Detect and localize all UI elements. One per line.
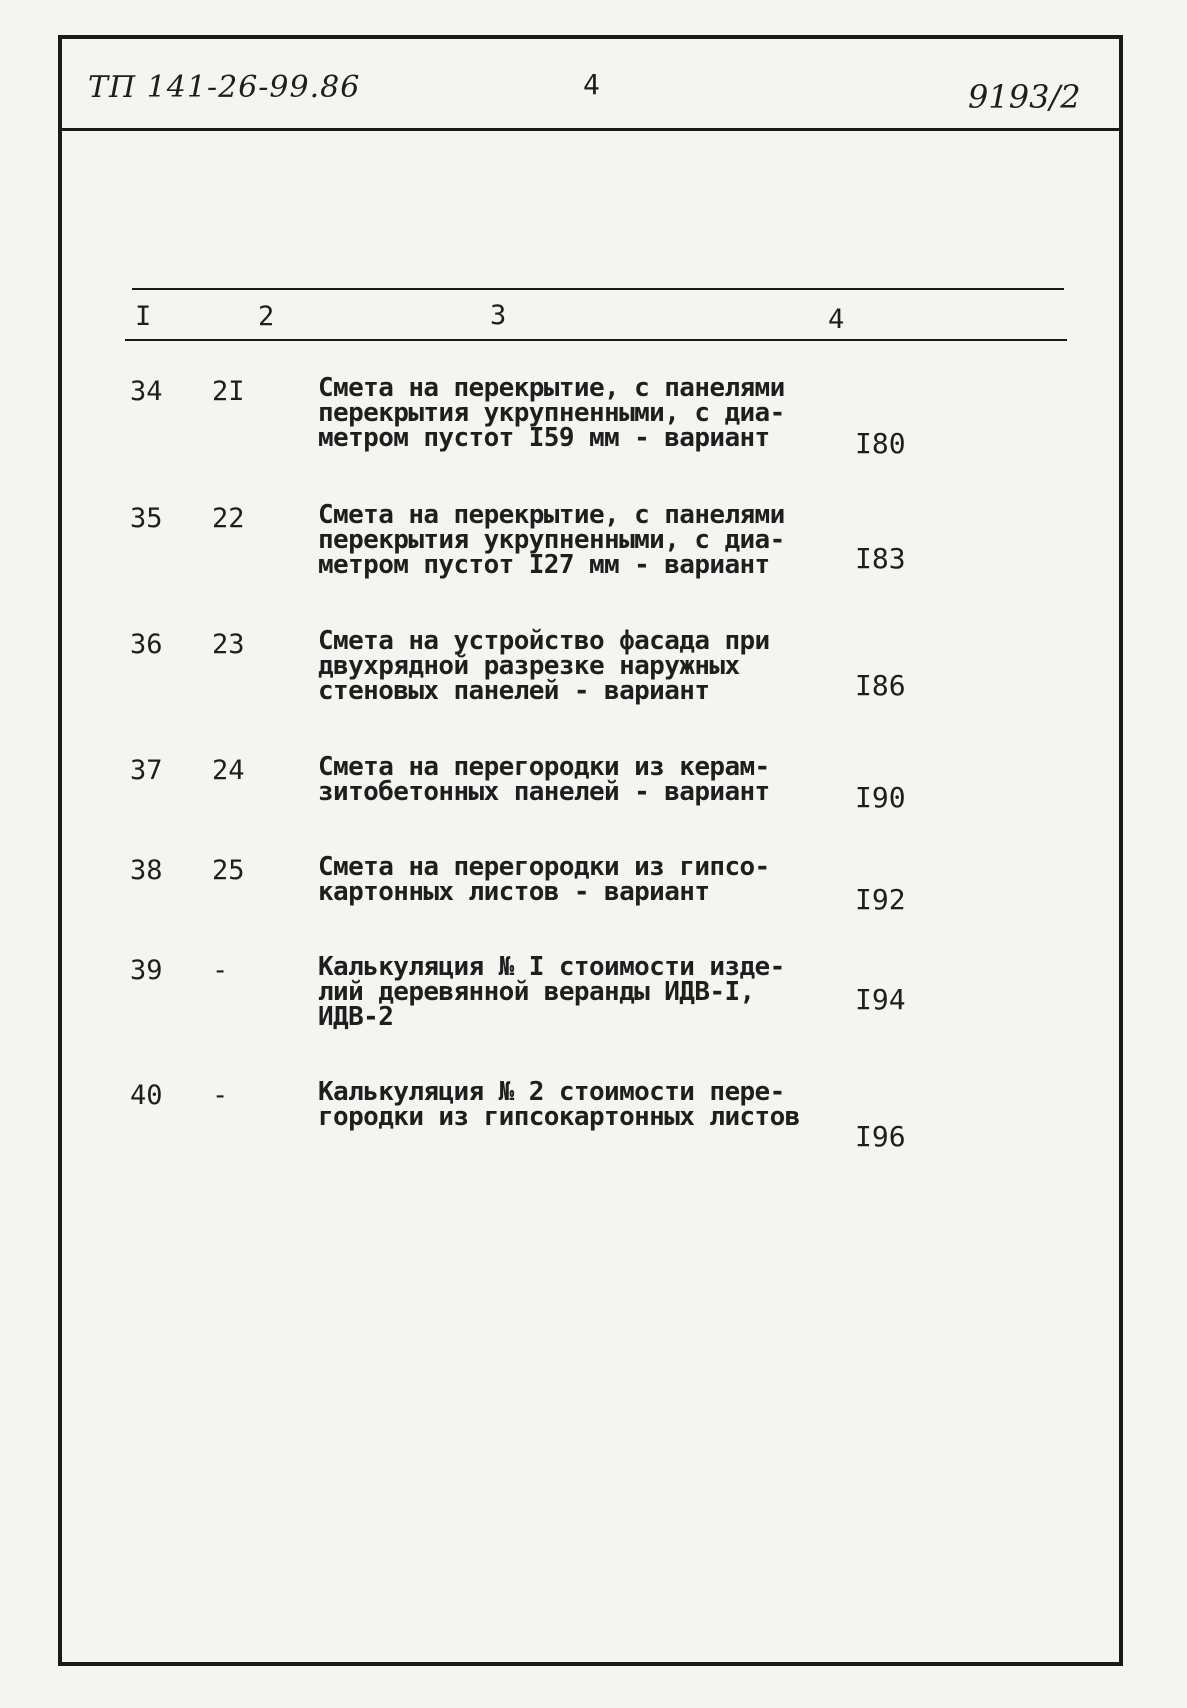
page-number: 4: [583, 68, 600, 101]
row-page: I92: [855, 883, 906, 916]
row-description: Смета на перекрытие, с панелями перекрытия укрупненными, с диа- метром пустот I59 мм - вариант: [318, 373, 785, 453]
row-number: 38: [130, 855, 163, 886]
table-header-bottom-rule: [125, 339, 1067, 341]
table-header-top-rule: [132, 288, 1064, 290]
header-divider: [58, 128, 1123, 131]
row-page: I90: [855, 781, 906, 814]
row-page: I80: [855, 427, 906, 460]
sheet-code: 9193/2: [968, 78, 1081, 116]
row-reference: 2I: [212, 376, 245, 407]
page-frame: [58, 35, 1123, 1666]
row-description: Смета на устройство фасада при двухрядной разрезке наружных стеновых панелей - вариант: [318, 626, 770, 706]
row-number: 36: [130, 629, 163, 660]
row-description: Смета на перегородки из керам- зитобетонных панелей - вариант: [318, 752, 770, 807]
row-reference: -: [212, 955, 229, 986]
column-header-3: 3: [490, 300, 507, 331]
row-page: I94: [855, 983, 906, 1016]
document-code: ТП 141-26-99.86: [88, 70, 361, 105]
row-description: Смета на перекрытие, с панелями перекрытия укрупненными, с диа- метром пустот I27 мм - вариант: [318, 500, 785, 580]
row-number: 37: [130, 755, 163, 786]
row-description: Калькуляция № 2 стоимости пере- городки из гипсокартонных листов: [318, 1077, 800, 1132]
column-header-2: 2: [258, 301, 275, 332]
column-header-1: I: [135, 301, 152, 332]
row-page: I83: [855, 542, 906, 575]
column-header-4: 4: [828, 304, 845, 335]
row-page: I86: [855, 669, 906, 702]
row-number: 40: [130, 1080, 163, 1111]
row-number: 35: [130, 503, 163, 534]
row-number: 34: [130, 376, 163, 407]
row-reference: 23: [212, 629, 245, 660]
row-description: Смета на перегородки из гипсо- картонных листов - вариант: [318, 852, 770, 907]
row-description: Калькуляция № I стоимости изде- лий деревянной веранды ИДВ-I, ИДВ-2: [318, 952, 785, 1032]
row-page: I96: [855, 1120, 906, 1153]
row-number: 39: [130, 955, 163, 986]
row-reference: 22: [212, 503, 245, 534]
row-reference: -: [212, 1080, 229, 1111]
row-reference: 25: [212, 855, 245, 886]
row-reference: 24: [212, 755, 245, 786]
